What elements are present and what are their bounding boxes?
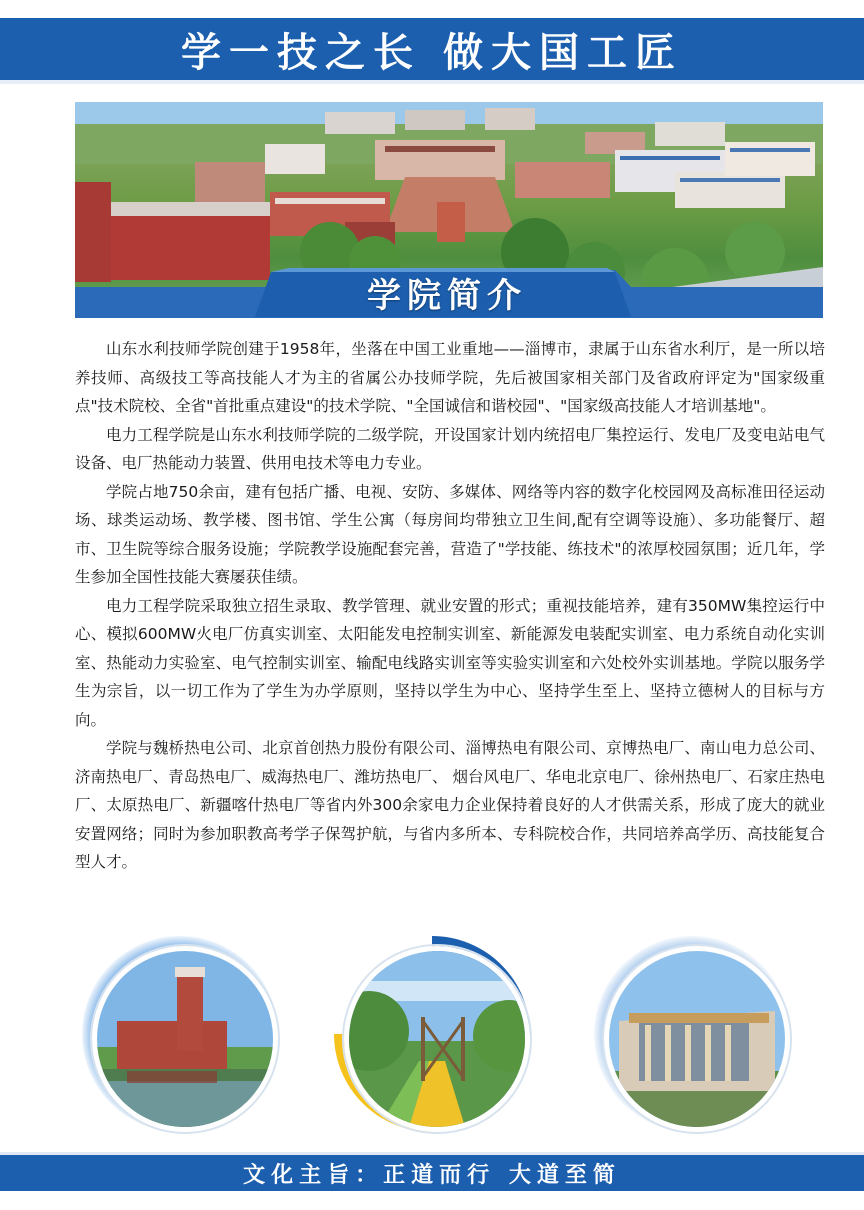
paragraph-1: 山东水利技师学院创建于1958年，坐落在中国工业重地——淄博市，隶属于山东省水利厅，是一所以培养技师、高级技工等高技能人才为主的省属公办技师学院，先后被国家相关部门及省政府评定为"国家级重点"技术院校、全省"首批重点建设"的技术学院、"全国诚信和谐校园"、"国家级高技能人才培训基地"。 [75, 340, 825, 415]
bottom-banner [0, 1152, 864, 1191]
campus-path-illustration [349, 951, 525, 1127]
photo-campus-path [344, 946, 530, 1132]
intro-text [75, 335, 825, 877]
paragraph-2: 电力工程学院是山东水利技师学院的二级学院，开设国家计划内统招电厂集控运行、发电厂及变电站电气设备、电厂热能动力装置、供用电技术等电力专业。 [75, 425, 825, 472]
clock-tower-illustration [97, 951, 273, 1127]
paragraph-3: 学院占地750余亩，建有包括广播、电视、安防、多媒体、网络等内容的数字化校园网及高标准田径运动场、球类运动场、教学楼、图书馆、学生公寓（每房间均带独立卫生间,配有空调等设施）、多功能餐厅、超市、卫生院等综合服务设施；学院教学设施配套完善，营造了"学技能、练技术"的浓厚校园氛围；近几年，学生参加全国性技能大赛屡获佳绩。 [75, 482, 825, 586]
top-banner [0, 18, 864, 84]
library-building-illustration [609, 951, 785, 1127]
photo-clock-tower [92, 946, 278, 1132]
campus-photo-row [0, 940, 864, 1140]
paragraph-4: 电力工程学院采取独立招生录取、教学管理、就业安置的形式；重视技能培养，建有350MW集控运行中心、模拟600MW火电厂仿真实训室、太阳能发电控制实训室、新能源发电装配实训室、电力系统自动化实训室、热能动力实验室、电气控制实训室、输配电线路实训室等实验实训室和六处校外实训基地。学院以服务学生为宗旨，以一切工作为了学生为办学原则，坚持以学生为中心、坚持学生至上、坚持立德树人的目标与方向。 [75, 596, 825, 729]
photo-library-building [604, 946, 790, 1132]
paragraph-5: 学院与魏桥热电公司、北京首创热力股份有限公司、淄博热电有限公司、京博热电厂、南山电力总公司、济南热电厂、青岛热电厂、威海热电厂、潍坊热电厂、 烟台风电厂、华电北京电厂、徐州热电厂、石家庄热电厂、太原热电厂、新疆喀什热电厂等省内外300余家电力企业保持着良好的人才供需关系，形成了庞大的就业安置网络；同时为参加职教高考学子保驾护航，与省内多所本、专科院校合作，共同培养高学历、高技能复合型人才。 [75, 739, 825, 871]
footer-motto: 文化主旨：正道而行 大道至简 [243, 1161, 621, 1188]
section-title: 学院简介 [367, 275, 527, 316]
header-slogan: 学一技之长 做大国工匠 [181, 28, 683, 76]
